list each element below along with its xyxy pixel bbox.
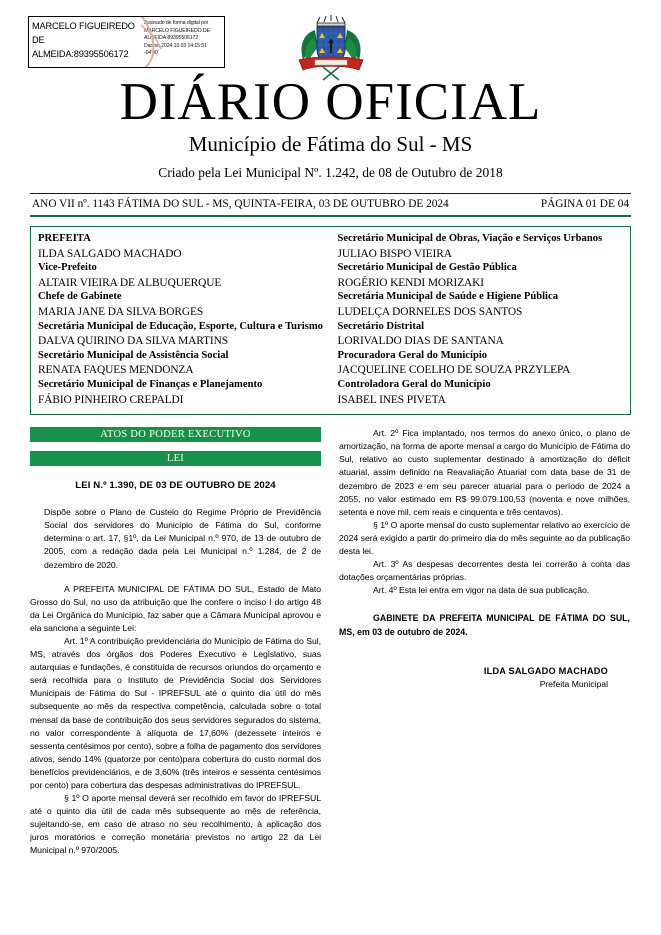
official-role: PREFEITA: [38, 233, 91, 244]
official-name: ALTAIR VIEIRA DE ALBUQUERQUE: [38, 276, 222, 289]
banner-law: LEI: [30, 451, 321, 466]
law-article-1: Art. 1º A contribuição previdenciária do Município de Fátima do Sul, MS, através dos órgãos dos Poderes Executivo e Legislativo, suas autarquias e fundações, é constituída de recursos oriundos do orçamento e será recolhida para o Instituto de Previdência Social dos Servidores Municipais de Fátima do Sul - IPREFSUL até o quinto dia útil do mês subsequente ao mês da respectiva competência, calculada sobre o total mensal da base de contribuição dos seus servidores segurados do sistema, no valor correspondente à alíquota de 17,60% (dezessete inteiros e sessenta centésimos por cento), sobre a folha de pagamento dos servidores ativos, sendo 14% (quatorze por cento)para cobertura do custo normal dos benefícios previdenciários, e de 3,60% (três inteiros e sessenta centésimos por cento) para cobertura das despesas administrativas do IPREFSUL.: [30, 635, 321, 790]
signature-detail-line-1: Assinado de forma digital por: [144, 20, 209, 26]
official-role: Secretário Municipal de Assistência Social: [38, 349, 229, 361]
signature-subject-line-2: DE: [32, 35, 45, 45]
official-name: MARIA JANE DA SILVA BORGES: [38, 305, 204, 318]
issue-bar: [30, 193, 631, 217]
law-preamble: A PREFEITA MUNICIPAL DE FÁTIMA DO SUL, Estado de Mato Grosso do Sul, no uso da atribuição que lhe confere o inciso I do artigo 48 da Lei Orgânica do Município, faz saber que a Câmara Municipal aprovou e ela sanciona a seguinte Lei:: [30, 583, 321, 633]
page-number: PÁGINA 01 DE 04: [540, 198, 629, 210]
official-role: Secretário Municipal de Obras, Viação e Serviços Urbanos: [337, 233, 603, 244]
law-article-2: Art. 2º Fica implantado, nos termos do anexo único, o plano de amortização, na forma de aporte mensal a cargo do Município de Fátima do Sul, relativo ao custo suplementar destinado à amortização do déficit atuarial, assim definido na Reavaliação Atuarial com data base de 31 de dezembro de 2023 e em seu parecer atuarial para o período de 2024 a 2055, no valor estimado em R$ 99.079.100,53 (noventa e nove milhões, setenta e nove mil, cem reais e cinquenta e três centavos).: [339, 428, 630, 517]
law-article-1-paragraph-1: § 1º O aporte mensal deverá ser recolhido em favor do IPREFSUL até o quinto dia útil de cada mês subsequente ao mês de referência, sujeitando-se, em caso de atraso no seu recolhimento, à aplicação dos juros moratórios e correção monetária previstos no artigo 22 da Lei Municipal n.º 970/2005.: [30, 793, 321, 856]
masthead-title: DIÁRIO OFICIAL: [119, 73, 542, 131]
official-name: JACQUELINE COELHO DE SOUZA PRZYLEPA: [337, 364, 571, 377]
crest-container: [0, 14, 661, 82]
official-name: ISABEL INES PIVETA: [337, 393, 446, 406]
banner-executive-acts: ATOS DO PODER EXECUTIVO: [30, 427, 321, 442]
official-role: Secretário Municipal de Finanças e Planejamento: [38, 378, 263, 390]
official-name: ROGÉRIO KENDI MORIZAKI: [337, 276, 484, 289]
signature-detail-line-2: MARCELO FIGUEIREDO DE: [144, 27, 210, 34]
signature-detail-line-3: ALMEIDA:89395506172: [144, 35, 199, 42]
official-name: LUDELÇA DORNELES DOS SANTOS: [337, 305, 523, 318]
official-role: Chefe de Gabinete: [38, 291, 122, 303]
officials-left-column: [38, 232, 324, 407]
official-role: Vice-Prefeito: [38, 262, 97, 274]
official-role: Secretária Municipal de Educação, Esporte, Cultura e Turismo: [38, 320, 323, 332]
official-role: Controladora Geral do Município: [337, 378, 491, 390]
masthead-subtitle: Município de Fátima do Sul - MS: [188, 132, 473, 156]
officials-box: [30, 226, 631, 415]
signature-subject-line-1: MARCELO FIGUEIREDO: [32, 21, 135, 31]
law-article-4: Art. 4º Esta lei entra em vigor na data de sua publicação.: [373, 585, 590, 596]
law-signature-block: [339, 665, 630, 690]
law-article-3: Art. 3º As despesas decorrentes desta lei correrão à conta das dotações orçamentárias próprias.: [339, 559, 630, 583]
official-name: DALVA QUIRINO DA SILVA MARTINS: [38, 335, 228, 348]
signature-subject-line-3: ALMEIDA:89395506172: [32, 49, 129, 59]
signature-detail-line-4: Dados: 2024.10.03 14:15:51 -04'00': [144, 42, 207, 57]
official-role: Secretária Municipal de Saúde e Higiene Pública: [337, 291, 558, 303]
law-title: LEI N.º 1.390, DE 03 DE OUTUBRO DE 2024: [75, 480, 276, 492]
body-left-column: [30, 427, 321, 857]
body-columns: [30, 427, 631, 857]
official-role: Secretário Distrital: [337, 320, 425, 332]
official-name: JULIAO BISPO VIEIRA: [337, 247, 452, 260]
signer-role: Prefeita Municipal: [539, 679, 608, 690]
official-name: ILDA SALGADO MACHADO: [38, 247, 182, 260]
masthead-law-line: Criado pela Lei Municipal Nº. 1.242, de 08 de Outubro de 2018: [158, 165, 503, 180]
official-role: Secretário Municipal de Gestão Pública: [337, 262, 517, 274]
municipal-coat-of-arms-icon: [293, 14, 369, 82]
signer-name: ILDA SALGADO MACHADO: [483, 666, 608, 677]
official-name: FÁBIO PINHEIRO CREPALDI: [38, 393, 184, 406]
official-name: LORIVALDO DIAS DE SANTANA: [337, 335, 504, 348]
law-article-2-paragraph-1: § 1º O aporte mensal do custo suplementar relativo ao exercício de 2024 será exigido a partir do primeiro dia do mês seguinte ao da publicação desta lei.: [339, 519, 630, 556]
official-name: RENATA FAQUES MENDONZA: [38, 364, 194, 377]
official-role: Procuradora Geral do Município: [337, 349, 488, 361]
body-right-column: [339, 427, 630, 857]
issue-info: ANO VII nº. 1143 FÁTIMA DO SUL - MS, QUINTA-FEIRA, 03 DE OUTUBRO DE 2024: [32, 198, 449, 210]
law-summary: Dispõe sobre o Plano de Custeio do Regime Próprio de Previdência Social dos servidores do Município de Fátima do Sul, conforme determina o art. 17, §1º, da Lei Municipal n.º 970, de 13 de outubro de 2005, com a redação dada pela Lei Municipal n.º 1.284, de 2 de dezembro de 2020.: [44, 507, 321, 570]
officials-right-column: [338, 232, 624, 407]
law-closing-statement: GABINETE DA PREFEITA MUNICIPAL DE FÁTIMA DO SUL, MS, em 03 de outubro de 2024.: [339, 613, 630, 637]
